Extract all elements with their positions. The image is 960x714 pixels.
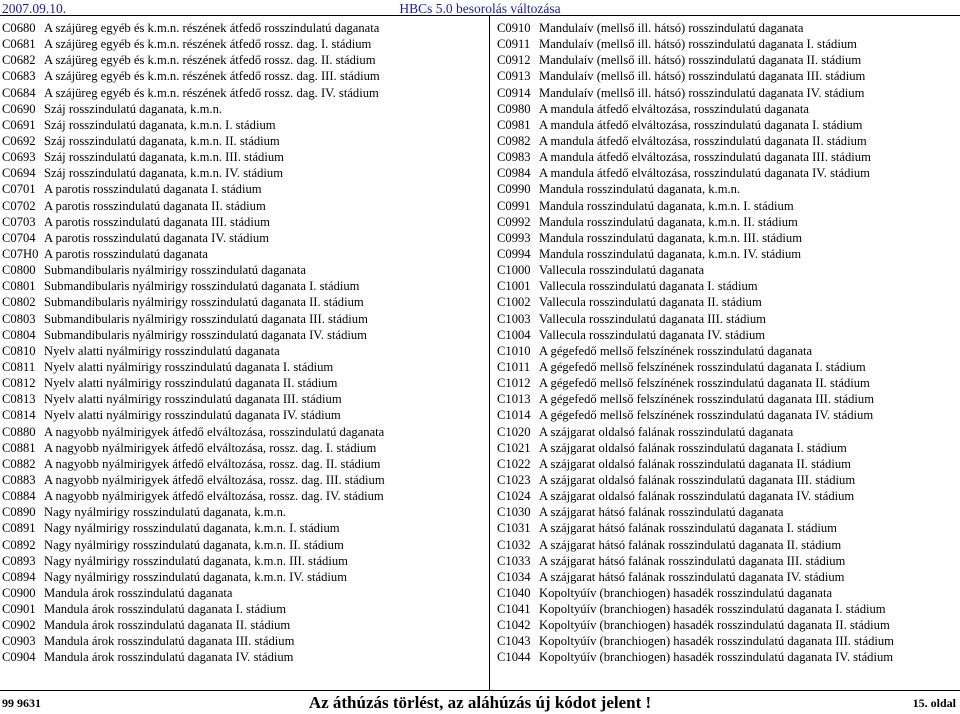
row-code: C0994 (497, 246, 531, 261)
code-row (2, 553, 482, 569)
row-code: C1013 (497, 392, 531, 407)
row-description: A mandula átfedő elváltozása, rosszindulatú daganata III. stádium (539, 150, 871, 165)
row-description: Submandibularis nyálmirigy rosszindulatú daganata II. stádium (44, 295, 364, 310)
code-row (497, 262, 957, 278)
row-description: Mandulaív (mellső ill. hátsó) rosszindulatú daganata (539, 21, 804, 35)
left-code-column (2, 20, 482, 666)
row-code: C0801 (2, 279, 36, 294)
code-row (2, 181, 482, 197)
row-code: C0892 (2, 537, 36, 552)
code-row (497, 165, 957, 181)
row-description: Submandibularis nyálmirigy rosszindulatú daganata III. stádium (44, 311, 368, 326)
row-description: Mandula rosszindulatú daganata, k.m.n. I. stádium (539, 198, 794, 213)
row-description: A szájgarat oldalsó falának rosszindulatú daganata IV. stádium (539, 489, 855, 504)
row-description: A szájgarat hátsó falának rosszindulatú daganata I. stádium (539, 521, 837, 536)
row-code: C0800 (2, 263, 36, 278)
row-description: A szájüreg egyéb és k.m.n. részének átfedő rossz. dag. I. stádium (44, 37, 372, 52)
code-row (2, 537, 482, 553)
row-description: Nyelv alatti nyálmirigy rosszindulatú daganata III. stádium (44, 392, 342, 407)
row-code: C0912 (497, 53, 531, 68)
row-description: Kopoltyúív (branchiogen) hasadék rosszindulatú daganata III. stádium (539, 634, 894, 649)
code-row (497, 230, 957, 246)
row-code: C0894 (2, 569, 36, 584)
page-header (0, 0, 960, 22)
row-description: A mandula átfedő elváltozása, rosszindulatú daganata II. stádium (539, 133, 867, 148)
row-code: C0884 (2, 489, 36, 504)
code-row (2, 601, 482, 617)
code-row (497, 407, 957, 423)
row-description: A szájgarat oldalsó falának rosszindulatú daganata II. stádium (539, 456, 851, 471)
code-row (497, 246, 957, 262)
row-code: C1003 (497, 311, 531, 326)
row-code: C1040 (497, 585, 531, 600)
row-code: C0802 (2, 295, 36, 310)
row-description: A parotis rosszindulatú daganata I. stádium (44, 182, 262, 197)
row-code: C0680 (2, 21, 36, 35)
code-row (497, 375, 957, 391)
code-row (497, 391, 957, 407)
row-description: Száj rosszindulatú daganata, k.m.n. I. stádium (44, 117, 276, 132)
row-description: A nagyobb nyálmirigyek átfedő elváltozása, rossz. dag. I. stádium (44, 440, 377, 455)
row-description: A szájgarat oldalsó falának rosszindulatú daganata I. stádium (539, 440, 847, 455)
row-code: C1044 (497, 650, 531, 665)
header-date: 2007.09.10. (2, 1, 67, 16)
row-code: C0690 (2, 101, 36, 116)
row-description: A parotis rosszindulatú daganata II. stádium (44, 198, 266, 213)
code-row (2, 456, 482, 472)
page-footer (0, 690, 960, 714)
row-description: A gégefedő mellső felszínének rosszindulatú daganata I. stádium (539, 359, 866, 374)
row-code: C1033 (497, 553, 531, 568)
row-description: Mandula árok rosszindulatú daganata IV. stádium (44, 650, 294, 665)
row-code: C1032 (497, 537, 531, 552)
row-code: C0903 (2, 634, 36, 649)
code-row (497, 488, 957, 504)
row-code: C0904 (2, 650, 36, 665)
code-row (2, 101, 482, 117)
row-description: Száj rosszindulatú daganata, k.m.n. IV. stádium (44, 166, 284, 181)
code-row (497, 294, 957, 310)
row-description: Vallecula rosszindulatú daganata III. stádium (539, 311, 766, 326)
row-code: C1012 (497, 376, 531, 391)
row-description: Vallecula rosszindulatú daganata (539, 263, 705, 278)
code-row (497, 36, 957, 52)
row-description: Nagy nyálmirigy rosszindulatú daganata, k.m.n. I. stádium (44, 521, 340, 536)
row-description: A parotis rosszindulatú daganata III. stádium (44, 214, 270, 229)
row-description: Mandula árok rosszindulatú daganata II. stádium (44, 618, 291, 633)
row-code: C1010 (497, 343, 531, 358)
row-description: Száj rosszindulatú daganata, k.m.n. III. stádium (44, 150, 284, 165)
row-description: Mandulaív (mellső ill. hátsó) rosszindulatú daganata I. stádium (539, 37, 857, 52)
row-code: C1034 (497, 569, 531, 584)
code-row (2, 52, 482, 68)
row-description: Mandula árok rosszindulatú daganata I. stádium (44, 602, 287, 617)
code-row (497, 585, 957, 601)
row-description: A szájgarat hátsó falának rosszindulatú daganata III. stádium (539, 553, 846, 568)
code-row (497, 52, 957, 68)
row-code: C0813 (2, 392, 36, 407)
row-code: C1002 (497, 295, 531, 310)
row-description: Submandibularis nyálmirigy rosszindulatú daganata I. stádium (44, 279, 360, 294)
code-row (2, 585, 482, 601)
row-code: C0980 (497, 101, 531, 116)
row-code: C0883 (2, 472, 36, 487)
row-description: Kopoltyúív (branchiogen) hasadék rosszindulatú daganata I. stádium (539, 602, 886, 617)
row-code: C07H0 (2, 246, 39, 261)
code-row (497, 456, 957, 472)
row-code: C1022 (497, 456, 531, 471)
code-row (2, 149, 482, 165)
row-code: C0701 (2, 182, 36, 197)
row-description: A nagyobb nyálmirigyek átfedő elváltozása, rosszindulatú daganata (44, 424, 385, 439)
row-description: Nyelv alatti nyálmirigy rosszindulatú daganata IV. stádium (44, 408, 341, 423)
code-row (2, 36, 482, 52)
code-row (2, 214, 482, 230)
row-description: Vallecula rosszindulatú daganata I. stádium (539, 279, 758, 294)
code-row (2, 198, 482, 214)
row-code: C0991 (497, 198, 531, 213)
row-code: C1001 (497, 279, 531, 294)
row-description: A gégefedő mellső felszínének rosszindulatú daganata IV. stádium (539, 408, 874, 423)
row-description: A szájgarat oldalsó falának rosszindulatú daganata (539, 424, 794, 439)
code-row (2, 262, 482, 278)
row-description: A parotis rosszindulatú daganata (44, 246, 209, 261)
row-description: Mandula rosszindulatú daganata, k.m.n. III. stádium (539, 230, 803, 245)
code-row (497, 198, 957, 214)
code-row (2, 117, 482, 133)
row-code: C0810 (2, 343, 36, 358)
code-row (2, 440, 482, 456)
row-description: Mandula rosszindulatú daganata, k.m.n. II. stádium (539, 214, 798, 229)
row-description: Vallecula rosszindulatú daganata II. stádium (539, 295, 762, 310)
code-row (497, 649, 957, 665)
row-code: C0981 (497, 117, 531, 132)
code-row (497, 520, 957, 536)
row-code: C0900 (2, 585, 36, 600)
code-row (497, 133, 957, 149)
code-row (497, 504, 957, 520)
code-row (2, 407, 482, 423)
code-row (497, 553, 957, 569)
row-code: C0692 (2, 133, 36, 148)
row-code: C0911 (497, 37, 531, 52)
row-code: C1000 (497, 263, 531, 278)
code-row (497, 117, 957, 133)
code-row (497, 617, 957, 633)
row-code: C0881 (2, 440, 36, 455)
code-row (497, 601, 957, 617)
row-code: C0804 (2, 327, 36, 342)
code-row (497, 20, 957, 36)
row-code: C1030 (497, 505, 531, 520)
code-row (2, 359, 482, 375)
code-row (2, 633, 482, 649)
row-code: C1020 (497, 424, 531, 439)
row-code: C0691 (2, 117, 36, 132)
footer-note: Az áthúzás törlést, az aláhúzás új kódot jelent ! (308, 693, 652, 712)
row-description: Nyelv alatti nyálmirigy rosszindulatú daganata (44, 343, 280, 358)
row-code: C0693 (2, 150, 36, 165)
row-description: A nagyobb nyálmirigyek átfedő elváltozása, rossz. dag. III. stádium (44, 472, 385, 487)
row-description: Nagy nyálmirigy rosszindulatú daganata, k.m.n. II. stádium (44, 537, 344, 552)
row-code: C1041 (497, 602, 531, 617)
row-code: C1024 (497, 489, 531, 504)
row-code: C1004 (497, 327, 531, 342)
code-row (2, 375, 482, 391)
code-row (2, 617, 482, 633)
code-row (497, 424, 957, 440)
row-code: C0993 (497, 230, 531, 245)
row-code: C0914 (497, 85, 531, 100)
row-code: C0891 (2, 521, 36, 536)
row-description: A nagyobb nyálmirigyek átfedő elváltozása, rossz. dag. II. stádium (44, 456, 381, 471)
row-description: Nagy nyálmirigy rosszindulatú daganata, k.m.n. (44, 505, 287, 520)
row-description: A szájüreg egyéb és k.m.n. részének átfedő rossz. dag. IV. stádium (44, 85, 379, 100)
row-description: Kopoltyúív (branchiogen) hasadék rosszindulatú daganata (539, 585, 833, 600)
row-description: Nyelv alatti nyálmirigy rosszindulatú daganata I. stádium (44, 359, 334, 374)
code-row (497, 149, 957, 165)
row-code: C1042 (497, 618, 531, 633)
row-code: C0901 (2, 602, 36, 617)
row-description: A parotis rosszindulatú daganata IV. stádium (44, 230, 270, 245)
row-code: C0683 (2, 69, 36, 84)
row-code: C0890 (2, 505, 36, 520)
row-code: C0702 (2, 198, 36, 213)
code-row (2, 20, 482, 36)
row-description: Kopoltyúív (branchiogen) hasadék rosszindulatú daganata II. stádium (539, 618, 890, 633)
row-description: Mandulaív (mellső ill. hátsó) rosszindulatú daganata II. stádium (539, 53, 862, 68)
code-row (2, 230, 482, 246)
row-code: C1023 (497, 472, 531, 487)
row-code: C0910 (497, 21, 531, 35)
row-description: A mandula átfedő elváltozása, rosszindulatú daganata IV. stádium (539, 166, 870, 181)
code-row (2, 472, 482, 488)
row-description: Száj rosszindulatú daganata, k.m.n. (44, 101, 223, 116)
code-row (497, 278, 957, 294)
code-row (2, 520, 482, 536)
row-code: C0992 (497, 214, 531, 229)
row-code: C0880 (2, 424, 36, 439)
row-code: C0803 (2, 311, 36, 326)
code-row (2, 649, 482, 665)
row-description: Kopoltyúív (branchiogen) hasadék rosszindulatú daganata IV. stádium (539, 650, 894, 665)
row-description: Mandulaív (mellső ill. hátsó) rosszindulatú daganata IV. stádium (539, 85, 865, 100)
code-row (497, 537, 957, 553)
row-code: C0681 (2, 37, 36, 52)
row-code: C0814 (2, 408, 36, 423)
code-row (2, 278, 482, 294)
code-row (2, 569, 482, 585)
code-row (2, 294, 482, 310)
column-divider (489, 16, 490, 690)
row-description: Nagy nyálmirigy rosszindulatú daganata, k.m.n. IV. stádium (44, 569, 348, 584)
row-code: C0984 (497, 166, 531, 181)
row-code: C0982 (497, 133, 531, 148)
code-row (2, 85, 482, 101)
row-code: C0913 (497, 69, 531, 84)
row-code: C1014 (497, 408, 531, 423)
code-row (497, 181, 957, 197)
row-description: Száj rosszindulatú daganata, k.m.n. II. stádium (44, 133, 280, 148)
row-code: C1031 (497, 521, 531, 536)
code-row (497, 343, 957, 359)
header-divider (0, 15, 960, 16)
code-row (497, 633, 957, 649)
code-row (2, 246, 482, 262)
row-description: A szájgarat hátsó falának rosszindulatú daganata IV. stádium (539, 569, 845, 584)
code-row (2, 343, 482, 359)
code-row (2, 68, 482, 84)
footer-divider (0, 690, 960, 691)
code-row (2, 504, 482, 520)
row-code: C0682 (2, 53, 36, 68)
code-row (497, 440, 957, 456)
page-number: 15. oldal (912, 696, 956, 710)
code-row (2, 327, 482, 343)
row-description: Nyelv alatti nyálmirigy rosszindulatú daganata II. stádium (44, 376, 338, 391)
row-description: A nagyobb nyálmirigyek átfedő elváltozása, rossz. dag. IV. stádium (44, 489, 384, 504)
row-description: A gégefedő mellső felszínének rosszindulatú daganata II. stádium (539, 376, 870, 391)
row-code: C1021 (497, 440, 531, 455)
row-description: Mandula rosszindulatú daganata, k.m.n. (539, 182, 741, 197)
code-row (2, 391, 482, 407)
row-code: C0983 (497, 150, 531, 165)
row-description: A mandula átfedő elváltozása, rosszindulatú daganata I. stádium (539, 117, 863, 132)
code-row (497, 327, 957, 343)
code-row (497, 569, 957, 585)
code-row (2, 165, 482, 181)
code-row (2, 311, 482, 327)
row-code: C1011 (497, 359, 531, 374)
row-description: A gégefedő mellső felszínének rosszindulatú daganata (539, 343, 813, 358)
row-description: A gégefedő mellső felszínének rosszindulatú daganata III. stádium (539, 392, 875, 407)
code-row (497, 85, 957, 101)
code-row (497, 214, 957, 230)
row-description: Nagy nyálmirigy rosszindulatú daganata, k.m.n. III. stádium (44, 553, 348, 568)
header-title: HBCs 5.0 besorolás változása (399, 1, 561, 16)
code-row (497, 101, 957, 117)
row-code: C0893 (2, 553, 36, 568)
code-row (497, 472, 957, 488)
row-description: Mandulaív (mellső ill. hátsó) rosszindulatú daganata III. stádium (539, 69, 866, 84)
row-code: C0812 (2, 376, 36, 391)
code-row (497, 68, 957, 84)
row-code: C0704 (2, 230, 36, 245)
code-row (497, 359, 957, 375)
row-description: A szájgarat hátsó falának rosszindulatú daganata II. stádium (539, 537, 842, 552)
row-description: Submandibularis nyálmirigy rosszindulatú daganata IV. stádium (44, 327, 367, 342)
row-code: C0684 (2, 85, 36, 100)
row-description: Mandula árok rosszindulatú daganata III. stádium (44, 634, 295, 649)
right-code-column (497, 20, 957, 666)
row-description: A szájüreg egyéb és k.m.n. részének átfedő rosszindulatú daganata (44, 21, 380, 35)
row-description: A mandula átfedő elváltozása, rosszindulatú daganata (539, 101, 809, 116)
code-row (2, 488, 482, 504)
code-row (497, 311, 957, 327)
code-row (2, 133, 482, 149)
row-code: C0990 (497, 182, 531, 197)
row-code: C1043 (497, 634, 531, 649)
row-description: Submandibularis nyálmirigy rosszindulatú daganata (44, 263, 306, 278)
row-description: A szájgarat oldalsó falának rosszindulatú daganata III. stádium (539, 472, 856, 487)
row-code: C0882 (2, 456, 36, 471)
row-code: C0694 (2, 166, 36, 181)
row-description: Mandula árok rosszindulatú daganata (44, 585, 233, 600)
row-code: C0902 (2, 618, 36, 633)
row-description: A szájüreg egyéb és k.m.n. részének átfedő rossz. dag. III. stádium (44, 69, 380, 84)
row-description: A szájüreg egyéb és k.m.n. részének átfedő rossz. dag. II. stádium (44, 53, 376, 68)
row-code: C0811 (2, 359, 36, 374)
code-row (2, 424, 482, 440)
row-description: A szájgarat hátsó falának rosszindulatú daganata (539, 505, 784, 520)
row-description: Mandula rosszindulatú daganata, k.m.n. IV. stádium (539, 246, 802, 261)
row-description: Vallecula rosszindulatú daganata IV. stádium (539, 327, 766, 342)
row-code: C0703 (2, 214, 36, 229)
footer-code: 99 9631 (2, 696, 41, 710)
